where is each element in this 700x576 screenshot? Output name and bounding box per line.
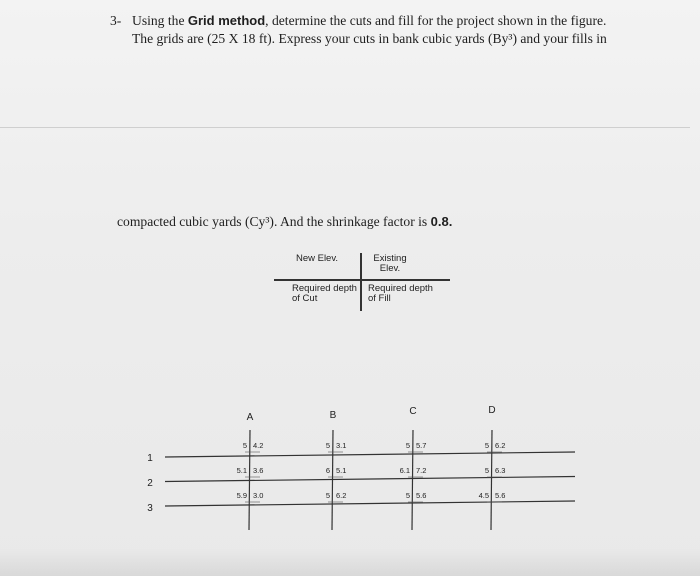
existing-elev-B1: 3.1	[336, 441, 347, 450]
grid-line-row-3	[165, 501, 575, 506]
grid-line-col-A	[249, 430, 250, 530]
new-elev-D2: 5	[484, 466, 489, 475]
column-label-B: B	[329, 410, 337, 421]
legend-required-fill: Required depth of Fill	[368, 283, 433, 304]
new-elev-A1: 5	[242, 441, 247, 450]
existing-elev-D2: 6.3	[495, 466, 506, 475]
shrinkage-factor-value: 0.8.	[430, 214, 453, 229]
new-elev-C3: 5	[405, 491, 410, 500]
grid-line-col-C	[412, 430, 413, 530]
new-elev-B2: 6	[325, 466, 330, 475]
question-line-1: Using the Grid method, determine the cuts and fill for the project shown in the figure.	[132, 13, 607, 28]
existing-elev-C1: 5.7	[416, 441, 427, 450]
question-continuation: compacted cubic yards (Cy³). And the shrinkage factor is 0.8.	[117, 214, 453, 229]
row-label-1: 1	[147, 453, 153, 464]
row-label-2: 2	[147, 478, 153, 489]
grid-method-term: Grid method	[187, 13, 266, 28]
existing-elev-A2: 3.6	[253, 466, 264, 475]
column-label-D: D	[488, 405, 496, 416]
question-line-2: The grids are (25 X 18 ft). Express your cuts in bank cubic yards (By³) and your fills in	[132, 31, 607, 46]
new-elev-C2: 6.1	[399, 466, 410, 475]
new-elev-A2: 5.1	[236, 466, 247, 475]
legend-existing-elev: Existing Elev.	[373, 253, 407, 274]
existing-elev-D3: 5.6	[495, 491, 506, 500]
existing-elev-B2: 5.1	[336, 466, 347, 475]
new-elev-B1: 5	[325, 441, 330, 450]
grid-line-col-B	[332, 430, 333, 530]
page-shadow	[0, 548, 700, 576]
grid-line-row-2	[165, 477, 575, 482]
existing-elev-A1: 4.2	[253, 441, 264, 450]
grid-line-row-1	[165, 452, 575, 457]
column-label-A: A	[246, 412, 254, 423]
new-elev-C1: 5	[405, 441, 410, 450]
row-label-3: 3	[147, 503, 153, 514]
new-elev-A3: 5.9	[236, 491, 247, 500]
existing-elev-C3: 5.6	[416, 491, 427, 500]
new-elev-D1: 5	[484, 441, 489, 450]
existing-elev-A3: 3.0	[253, 491, 264, 500]
question-number: 3-	[110, 13, 122, 28]
existing-elev-D1: 6.2	[495, 441, 506, 450]
legend-required-cut: Required depth of Cut	[292, 283, 357, 304]
column-label-C: C	[409, 406, 417, 417]
legend-new-elev: New Elev.	[295, 253, 339, 264]
existing-elev-B3: 6.2	[336, 491, 347, 500]
existing-elev-C2: 7.2	[416, 466, 427, 475]
new-elev-D3: 4.5	[478, 491, 489, 500]
new-elev-B3: 5	[325, 491, 330, 500]
grid-line-col-D	[491, 430, 492, 530]
